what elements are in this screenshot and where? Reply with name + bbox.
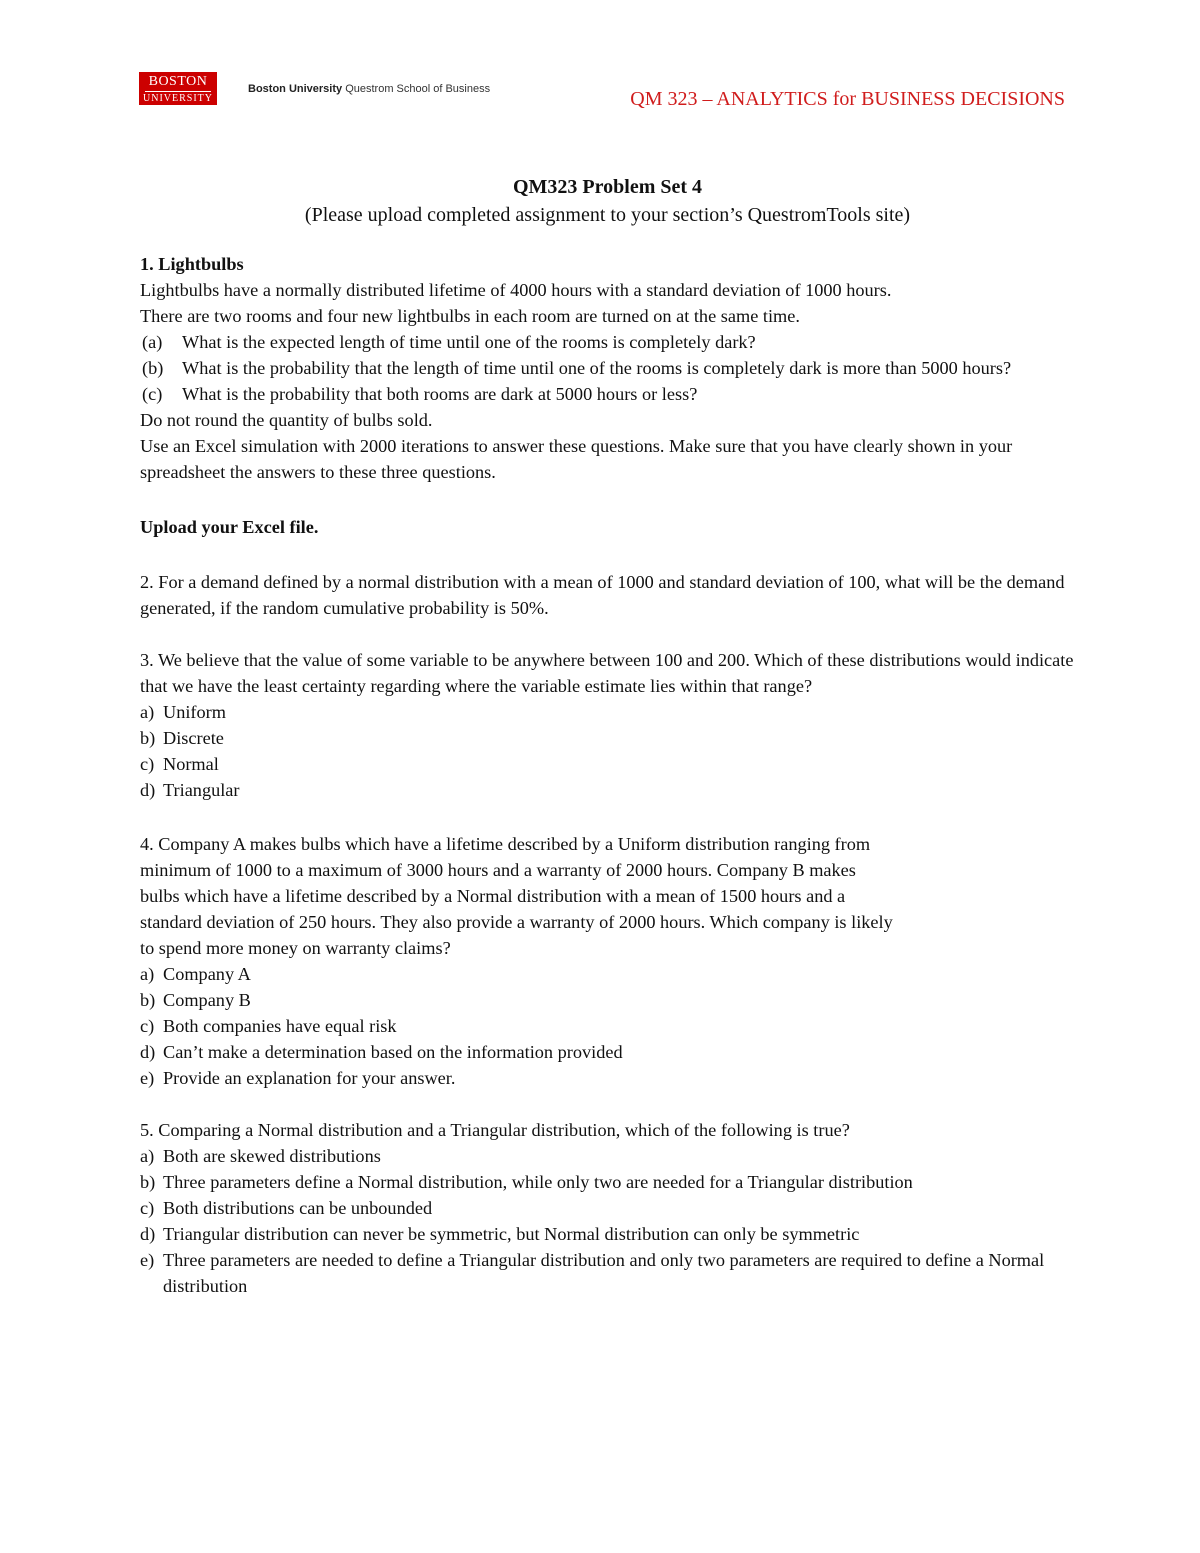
question-4-line4: standard deviation of 250 hours. They also provide a warranty of 2000 hours. Which company is likely [140,912,893,932]
boston-university-logo [139,72,217,105]
option-label: a) [140,702,155,722]
option-item [140,1247,1075,1299]
question-1 [140,251,1075,540]
part-label: (b) [142,358,164,378]
question-1-part-c [140,381,1075,407]
option-item [140,725,1075,751]
question-1-part-a [140,329,1075,355]
option-item [140,987,1075,1013]
option-label: a) [140,964,155,984]
part-text: What is the expected length of time until one of the rooms is completely dark? [182,332,756,352]
option-label: b) [140,728,156,748]
question-4-line1: 4. Company A makes bulbs which have a lifetime described by a Uniform distribution ranging from [140,834,871,854]
question-4-line5: to spend more money on warranty claims? [140,938,451,958]
option-item [140,1169,1075,1195]
question-1-heading: 1. Lightbulbs [140,254,244,274]
document-body [140,174,1075,1299]
option-label: e) [140,1250,155,1270]
part-label: (a) [142,332,163,352]
part-text: What is the probability that the length of time until one of the rooms is completely dark is more than 5000 hours? [182,358,1012,378]
question-2: 2. For a demand defined by a normal distribution with a mean of 1000 and standard deviation of 100, what will be the demand generated, if the random cumulative probability is 50%. [140,572,1065,618]
option-text: Discrete [163,728,224,748]
question-1-part-b [140,355,1075,381]
school-name-rest: Questrom School of Business [342,83,491,95]
option-text: Both companies have equal risk [163,1016,397,1036]
logo-line2: UNIVERSITY [143,93,213,104]
option-label: e) [140,1068,155,1088]
option-item [140,961,1075,987]
logo-divider [145,91,211,92]
question-4-line2: minimum of 1000 to a maximum of 3000 hours and a warranty of 2000 hours. Company B makes [140,860,856,880]
option-item [140,777,1075,803]
option-text: Normal [163,754,219,774]
option-item [140,1013,1075,1039]
option-item [140,1039,1075,1065]
school-name-bold: Boston University [248,83,343,95]
question-3 [140,647,1075,803]
option-text: Provide an explanation for your answer. [163,1068,456,1088]
option-text: Company B [163,990,251,1010]
option-item [140,1065,1075,1091]
option-text: Can’t make a determination based on the information provided [163,1042,623,1062]
logo-line1: BOSTON [148,74,208,89]
option-item [140,1221,1075,1247]
part-text: What is the probability that both rooms are dark at 5000 hours or less? [182,384,698,404]
option-text: Three parameters define a Normal distribution, while only two are needed for a Triangular distribution [163,1172,913,1192]
question-1-intro-line1: Lightbulbs have a normally distributed lifetime of 4000 hours with a standard deviation of 1000 hours. [140,280,892,300]
question-1-intro-line2: There are two rooms and four new lightbulbs in each room are turned on at the same time. [140,306,800,326]
option-text: Triangular [163,780,240,800]
option-text: Both are skewed distributions [163,1146,381,1166]
option-label: c) [140,1198,155,1218]
question-5-text: 5. Comparing a Normal distribution and a Triangular distribution, which of the following is true? [140,1120,850,1140]
option-item [140,1143,1075,1169]
option-label: c) [140,754,155,774]
option-label: d) [140,1042,156,1062]
option-label: c) [140,1016,155,1036]
school-name [248,83,490,95]
question-5 [140,1117,1075,1299]
page-title: QM323 Problem Set 4 [512,176,703,198]
option-item [140,1195,1075,1221]
question-1-instructions: Use an Excel simulation with 2000 iterations to answer these questions. Make sure that you have clearly shown in your spreadsheet the answers to these three questions. [140,436,1013,482]
option-label: b) [140,990,156,1010]
part-label: (c) [142,384,163,404]
option-label: d) [140,780,156,800]
question-4-line3: bulbs which have a lifetime described by a Normal distribution with a mean of 1500 hours and a [140,886,846,906]
question-1-note: Do not round the quantity of bulbs sold. [140,410,433,430]
course-header: QM 323 – ANALYTICS for BUSINESS DECISIONS [630,88,1065,110]
upload-instruction: Upload your Excel file. [140,517,319,537]
page-subtitle: (Please upload completed assignment to your section’s QuestromTools site) [304,204,911,226]
question-4 [140,831,1075,1091]
option-label: a) [140,1146,155,1166]
option-label: b) [140,1172,156,1192]
option-text: Company A [163,964,251,984]
option-text: Uniform [163,702,226,722]
option-label: d) [140,1224,156,1244]
option-text: Triangular distribution can never be symmetric, but Normal distribution can only be symmetric [163,1224,860,1244]
option-text: Both distributions can be unbounded [163,1198,433,1218]
option-text: Three parameters are needed to define a Triangular distribution and only two parameters are required to define a Normal distribution [163,1250,1045,1296]
option-item [140,699,1075,725]
option-item [140,751,1075,777]
question-3-text: 3. We believe that the value of some variable to be anywhere between 100 and 200. Which of these distributions would indicate that we have the least certainty regarding where the variable estimate lies within that range? [140,650,1074,696]
